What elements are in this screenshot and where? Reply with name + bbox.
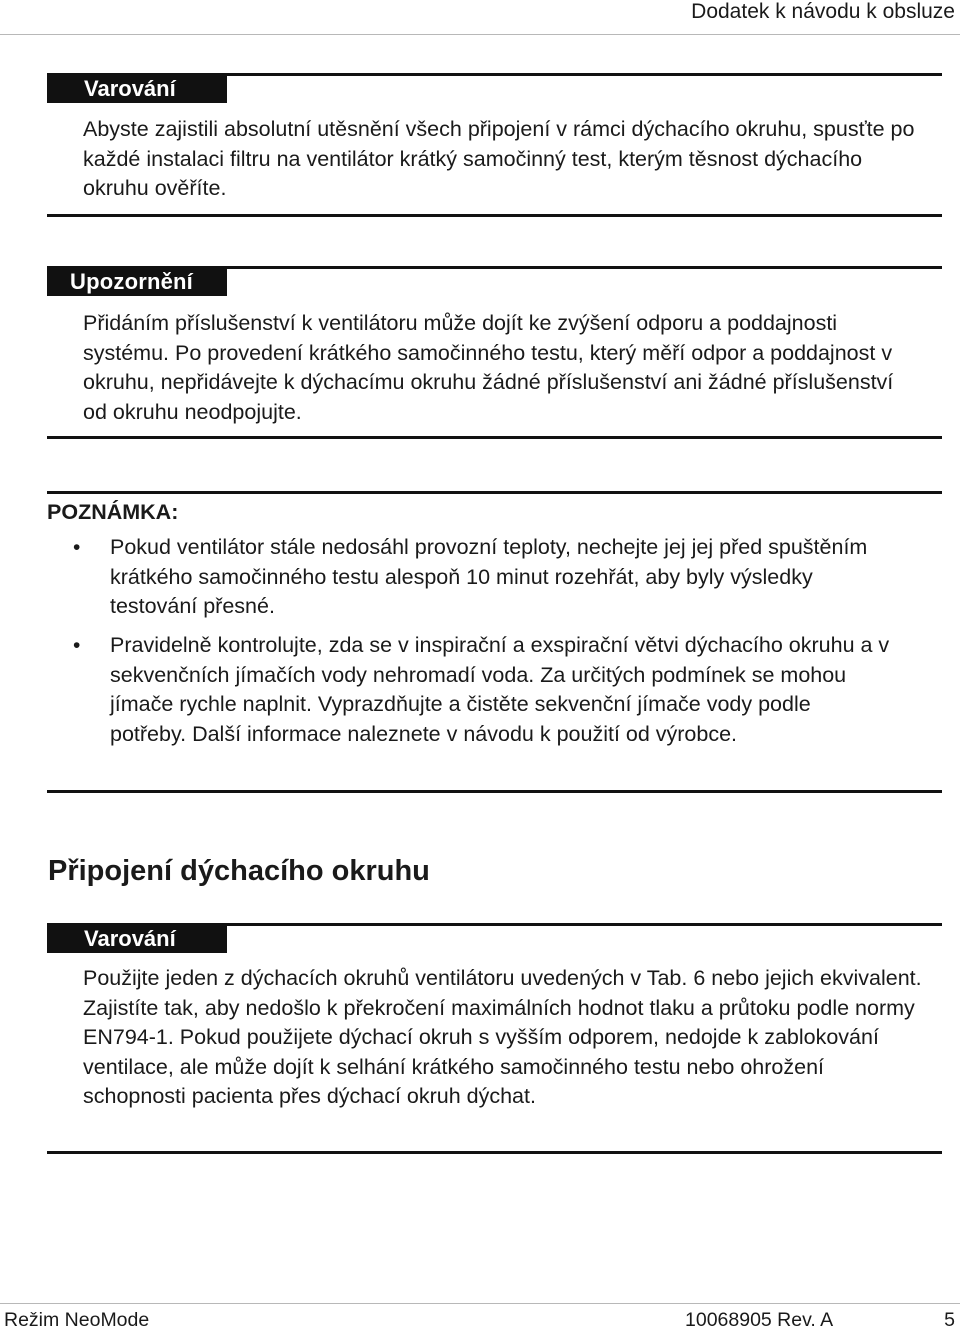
footer-doc-number: 10068905 Rev. A: [685, 1309, 834, 1331]
note-box-top-rule: [47, 491, 942, 494]
warning-label: Varování: [47, 924, 227, 953]
warning-text: Abyste zajistili absolutní utěsnění všech připojení v rámci dýchacího okruhu, spusťte po každé instalaci filtru na ventilátor krátký samočinný test, kterým těsnost dýchacího okruhu ověříte.: [83, 117, 915, 200]
note-item-text: Pravidelně kontrolujte, zda se v inspirační a exspirační větvi dýchacího okruhu a v sekvenčních jímačích vody nehromadí voda. Za určitých podmínek se mohou jímače rychle naplnit. Vyprazdňujte a čistěte sekvenční jímače vody podle potřeby. Další informace naleznete v návodu k použití od výrobce.: [110, 633, 890, 746]
caution-box-bottom-rule: [47, 436, 942, 439]
section-heading: Připojení dýchacího okruhu: [48, 855, 430, 887]
caution-label: Upozornění: [47, 267, 227, 296]
warning-box-bottom-rule: [47, 1151, 942, 1154]
bullet-icon: •: [73, 634, 81, 657]
bullet-icon: •: [73, 536, 81, 559]
note-box-bottom-rule: [47, 790, 942, 793]
warning-box-bottom-rule: [47, 214, 942, 217]
footer-section-name: Režim NeoMode: [4, 1309, 150, 1331]
footer-divider: [0, 1303, 960, 1304]
running-header: Dodatek k návodu k obsluze: [691, 0, 955, 23]
header-divider: [0, 34, 960, 35]
note-item-text: Pokud ventilátor stále nedosáhl provozní teploty, nechejte jej jej před spuštěním krátkého samočinného testu alespoň 10 minut rozehřát, aby byly výsledky testování přesné.: [110, 535, 868, 618]
caution-text: Přidáním příslušenství k ventilátoru může dojít ke zvýšení odporu a poddajnosti systému. Po provedení krátkého samočinného testu, který měří odpor a poddajnost v okruhu, nepřidávejte k dýchacímu okruhu žádné příslušenství ani žádné příslušenství od okruhu neodpojujte.: [83, 311, 894, 424]
warning-label: Varování: [47, 74, 227, 103]
page-number: 5: [944, 1309, 955, 1331]
warning-text: Použijte jeden z dýchacích okruhů ventilátoru uvedených v Tab. 6 nebo jejich ekvivalent. Zajistíte tak, aby nedošlo k překročení maximálních hodnot tlaku a průtoku podle normy EN794-1. Pokud použijete dýchací okruh s vyšším odporem, nedojde k zablokování ventilace, ale může dojít k selhání krátkého samočinného testu nebo ohrožení schopnosti pacienta přes dýchací okruh dýchat.: [83, 966, 922, 1108]
note-title: POZNÁMKA:: [47, 500, 179, 524]
